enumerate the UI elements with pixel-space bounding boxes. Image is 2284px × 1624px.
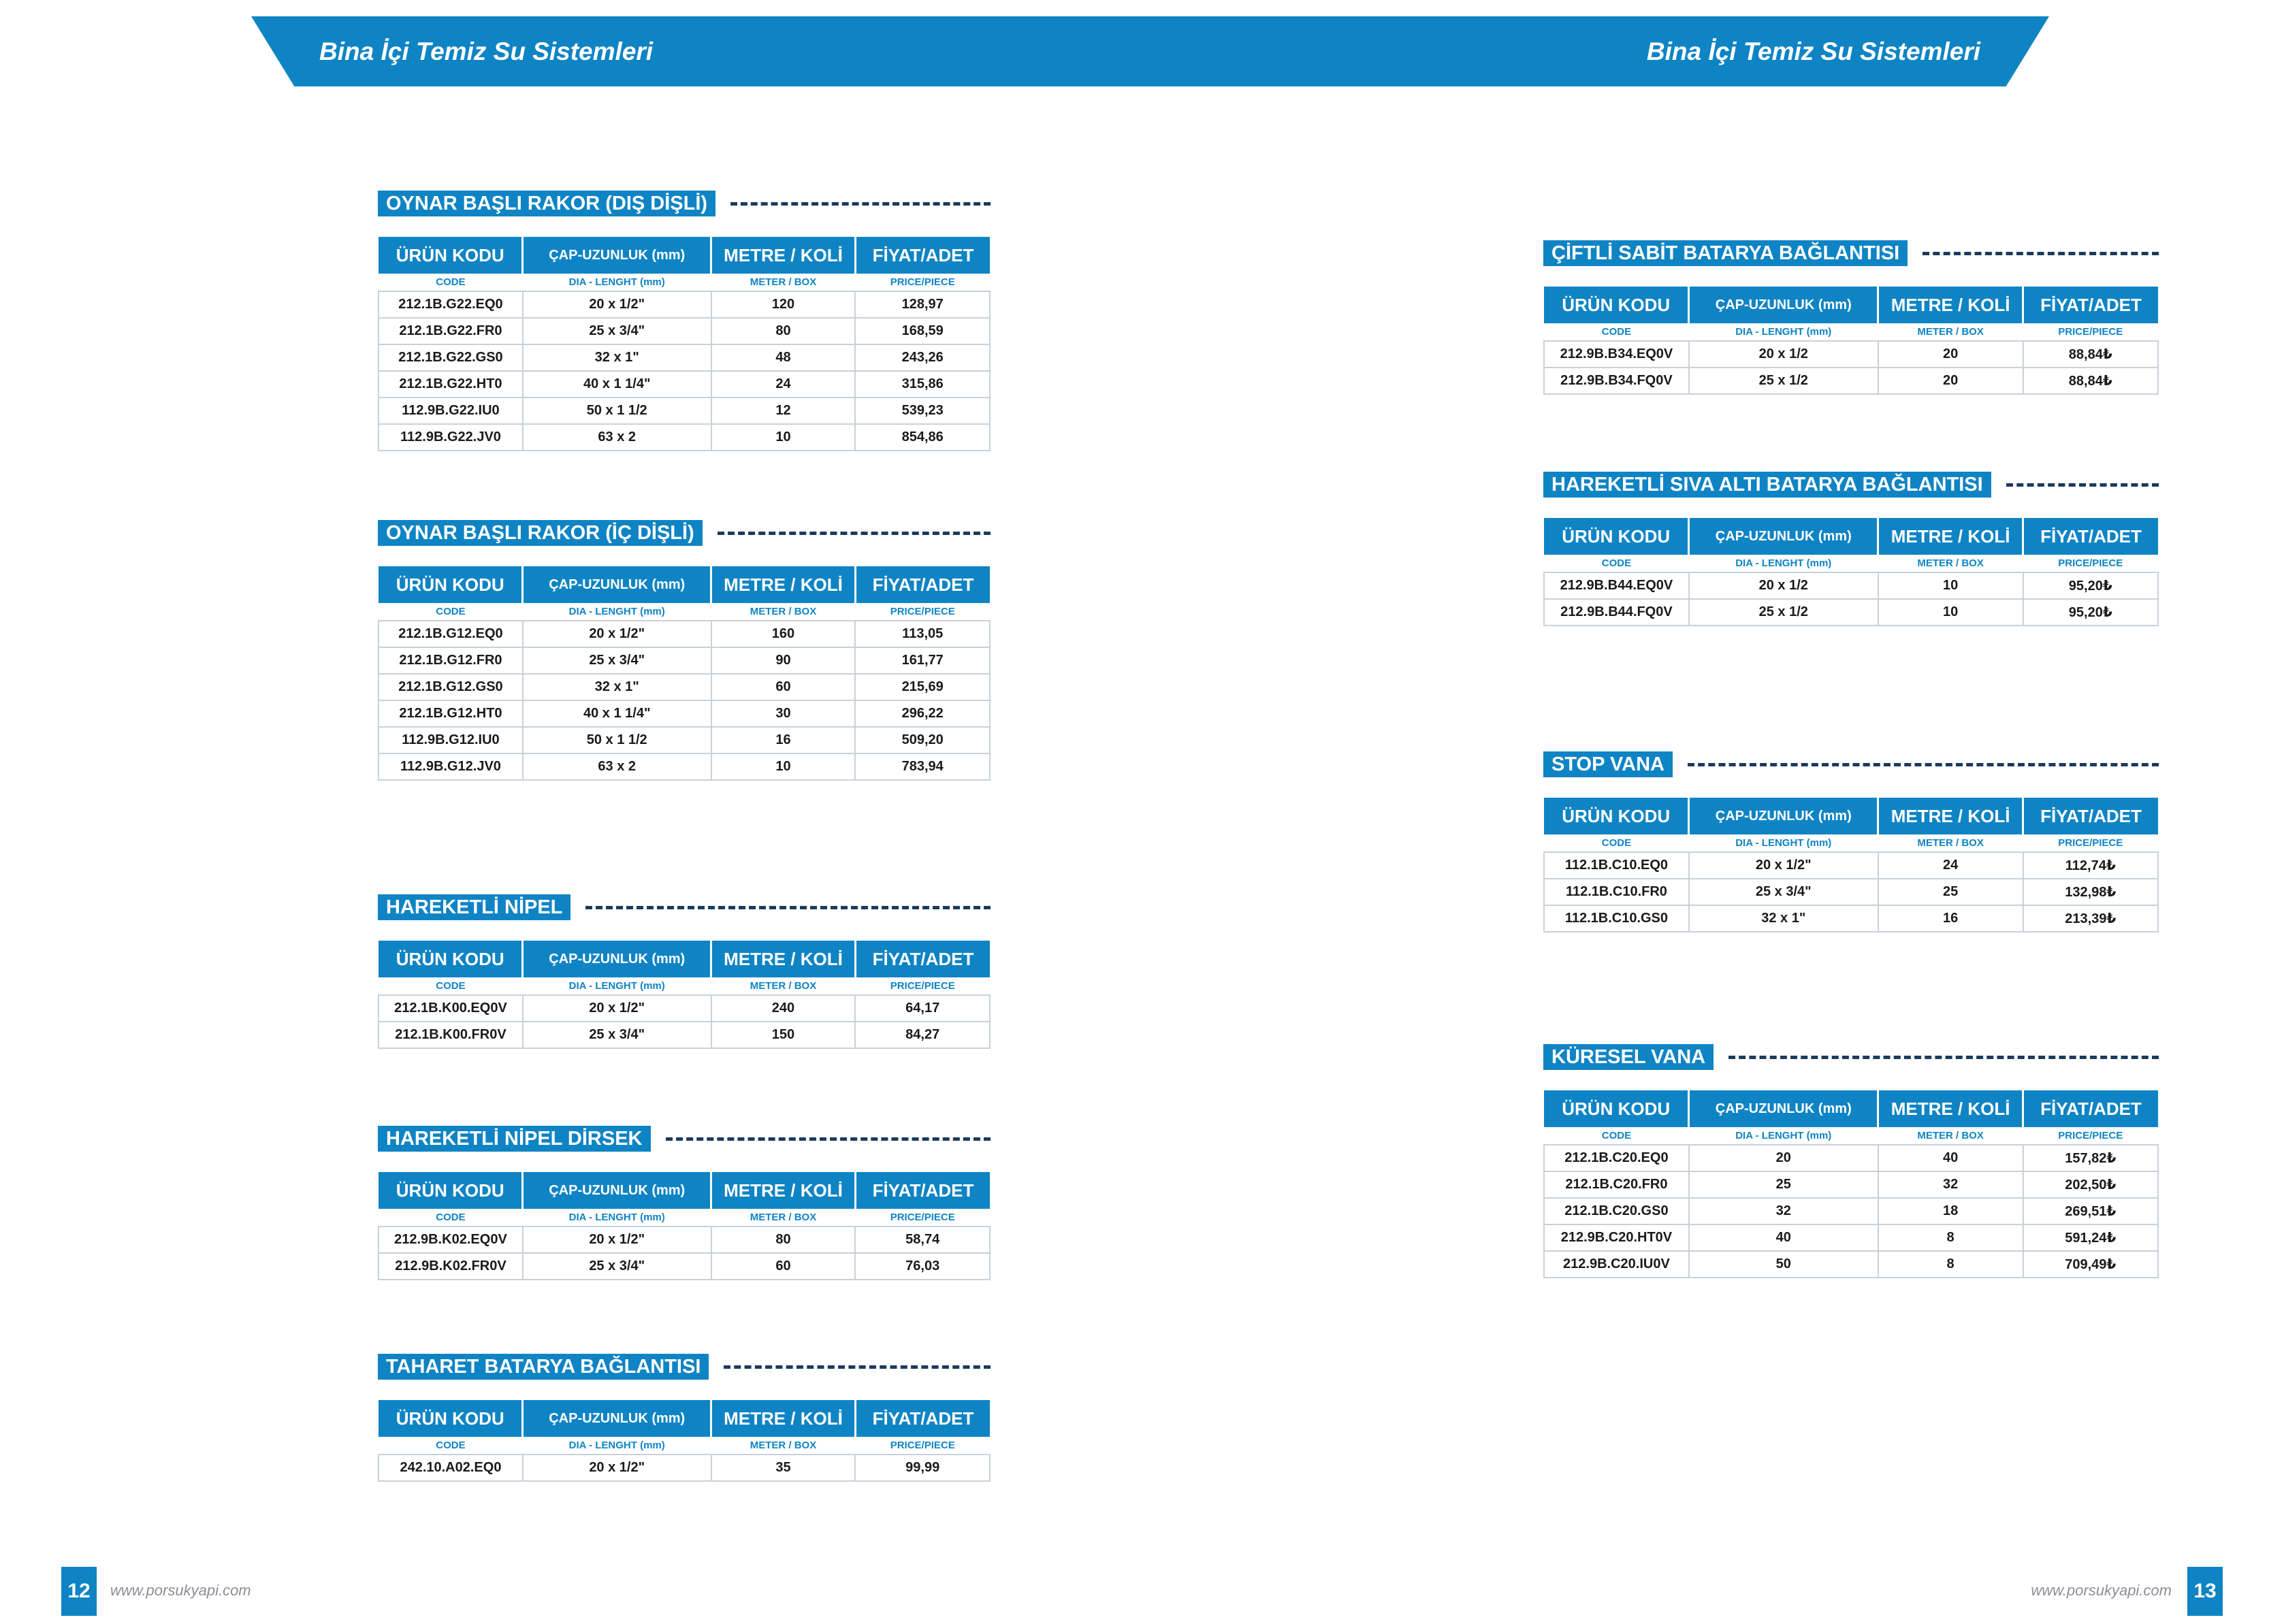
section-divider xyxy=(1728,1056,2159,1059)
subheader-code: CODE xyxy=(379,274,523,291)
header-code: ÜRÜN KODU xyxy=(1544,798,1689,834)
product-section xyxy=(378,520,991,781)
header-code: ÜRÜN KODU xyxy=(379,566,523,603)
section-divider xyxy=(666,1137,991,1141)
section-title-row xyxy=(378,894,991,920)
table-row xyxy=(379,700,990,727)
table-row xyxy=(379,621,990,647)
dimension: 25 x 3/4" xyxy=(523,1022,711,1048)
dimension: 20 x 1/2" xyxy=(523,621,711,647)
box-quantity: 8 xyxy=(1878,1251,2023,1278)
product-code: 212.1B.C20.FR0 xyxy=(1544,1171,1689,1198)
header-dia: ÇAP-UZUNLUK (mm) xyxy=(1689,798,1878,834)
product-code: 212.1B.G22.HT0 xyxy=(379,371,523,397)
section-divider xyxy=(585,906,991,909)
price-table xyxy=(378,237,991,451)
dimension: 20 x 1/2" xyxy=(1689,852,1878,879)
unit-price: 296,22 xyxy=(855,700,990,727)
product-section xyxy=(378,191,991,451)
box-quantity: 80 xyxy=(711,318,856,344)
dimension: 25 xyxy=(1689,1171,1878,1198)
unit-price: 591,24₺ xyxy=(2023,1224,2158,1251)
table-row xyxy=(1544,905,2158,932)
product-code: 212.9B.K02.FR0V xyxy=(379,1253,523,1280)
product-code: 212.9B.B44.FQ0V xyxy=(1544,599,1689,626)
subheader-dia: DIA - LENGHT (mm) xyxy=(523,977,711,995)
unit-price: 95,20₺ xyxy=(2023,572,2158,599)
dimension: 40 xyxy=(1689,1224,1878,1251)
product-section xyxy=(378,1354,991,1482)
product-code: 112.9B.G22.IU0 xyxy=(379,397,523,424)
header-box: METRE / KOLİ xyxy=(711,237,856,274)
product-code: 212.9B.K02.EQ0V xyxy=(379,1227,523,1253)
box-quantity: 20 xyxy=(1878,341,2023,368)
product-code: 212.1B.K00.EQ0V xyxy=(379,995,523,1022)
dimension: 20 x 1/2" xyxy=(523,1455,711,1481)
table-row xyxy=(379,995,990,1022)
product-code: 212.9B.B34.EQ0V xyxy=(1544,341,1689,368)
table-row xyxy=(1544,341,2158,368)
section-title-row xyxy=(378,520,991,546)
dimension: 32 x 1" xyxy=(523,674,711,700)
subheader-box: METER / BOX xyxy=(711,1209,856,1227)
box-quantity: 10 xyxy=(1878,599,2023,626)
section-title-row xyxy=(1543,751,2159,777)
dimension: 20 xyxy=(1689,1145,1878,1171)
price-table xyxy=(378,1400,991,1482)
unit-price: 132,98₺ xyxy=(2023,879,2158,905)
header-title-right: Bina İçi Temiz Su Sistemleri xyxy=(1646,37,1980,65)
header-box: METRE / KOLİ xyxy=(711,1400,856,1437)
box-quantity: 30 xyxy=(711,700,856,727)
subheader-dia: DIA - LENGHT (mm) xyxy=(1689,555,1878,572)
price-table xyxy=(378,941,991,1049)
subheader-code: CODE xyxy=(1544,834,1689,852)
header-dia: ÇAP-UZUNLUK (mm) xyxy=(523,941,711,977)
page-number-right: 13 xyxy=(2187,1567,2223,1616)
subheader-dia: DIA - LENGHT (mm) xyxy=(1689,834,1878,852)
page-number-left: 12 xyxy=(61,1567,97,1616)
dimension: 25 x 3/4" xyxy=(1689,879,1878,905)
header-box: METRE / KOLİ xyxy=(1878,1090,2023,1127)
price-table xyxy=(378,566,991,781)
dimension: 20 x 1/2 xyxy=(1689,572,1878,599)
section-title: ÇİFTLİ SABİT BATARYA BAĞLANTISI xyxy=(1543,240,1908,266)
product-code: 212.1B.C20.EQ0 xyxy=(1544,1145,1689,1171)
section-title-row xyxy=(1543,240,2159,266)
header-code: ÜRÜN KODU xyxy=(379,941,523,977)
unit-price: 99,99 xyxy=(855,1455,990,1481)
product-code: 212.1B.G12.EQ0 xyxy=(379,621,523,647)
dimension: 20 x 1/2" xyxy=(523,1227,711,1253)
header-box: METRE / KOLİ xyxy=(711,941,856,977)
box-quantity: 120 xyxy=(711,291,856,318)
subheader-code: CODE xyxy=(1544,555,1689,572)
subheader-code: CODE xyxy=(379,603,523,621)
section-title-row xyxy=(378,1126,991,1152)
table-row xyxy=(1544,1198,2158,1224)
section-title: HAREKETLİ SIVA ALTI BATARYA BAĞLANTISI xyxy=(1543,472,1991,498)
header-price: FİYAT/ADET xyxy=(2023,287,2158,323)
product-section xyxy=(378,1126,991,1280)
product-code: 212.1B.G22.GS0 xyxy=(379,344,523,371)
header-price: FİYAT/ADET xyxy=(855,1172,990,1209)
unit-price: 161,77 xyxy=(855,647,990,674)
product-code: 212.9B.B34.FQ0V xyxy=(1544,368,1689,394)
unit-price: 113,05 xyxy=(855,621,990,647)
dimension: 20 x 1/2 xyxy=(1689,341,1878,368)
subheader-box: METER / BOX xyxy=(711,1437,856,1455)
dimension: 32 xyxy=(1689,1198,1878,1224)
header-price: FİYAT/ADET xyxy=(855,566,990,603)
table-row xyxy=(1544,1224,2158,1251)
subheader-box: METER / BOX xyxy=(1878,834,2023,852)
product-code: 212.9B.C20.HT0V xyxy=(1544,1224,1689,1251)
dimension: 63 x 2 xyxy=(523,424,711,451)
section-title-row xyxy=(1543,472,2159,498)
price-table xyxy=(1543,287,2159,395)
table-row xyxy=(379,674,990,700)
unit-price: 315,86 xyxy=(855,371,990,397)
product-code: 212.1B.G22.EQ0 xyxy=(379,291,523,318)
section-divider xyxy=(1923,252,2159,255)
section-divider xyxy=(1688,763,2159,766)
subheader-dia: DIA - LENGHT (mm) xyxy=(523,1209,711,1227)
section-title: STOP VANA xyxy=(1543,751,1673,777)
product-section xyxy=(1543,751,2159,932)
header-box: METRE / KOLİ xyxy=(1878,287,2023,323)
product-code: 212.9B.B44.EQ0V xyxy=(1544,572,1689,599)
table-row xyxy=(1544,599,2158,626)
header-dia: ÇAP-UZUNLUK (mm) xyxy=(523,1172,711,1209)
box-quantity: 35 xyxy=(711,1455,856,1481)
subheader-price: PRICE/PIECE xyxy=(855,603,990,621)
box-quantity: 90 xyxy=(711,647,856,674)
header-code: ÜRÜN KODU xyxy=(379,1172,523,1209)
box-quantity: 60 xyxy=(711,1253,856,1280)
table-row xyxy=(379,1022,990,1048)
unit-price: 269,51₺ xyxy=(2023,1198,2158,1224)
box-quantity: 24 xyxy=(711,371,856,397)
section-title-row xyxy=(378,1354,991,1380)
dimension: 50 x 1 1/2 xyxy=(523,397,711,424)
product-section xyxy=(1543,240,2159,395)
header-code: ÜRÜN KODU xyxy=(379,237,523,274)
subheader-code: CODE xyxy=(1544,323,1689,341)
section-divider xyxy=(2006,483,2159,487)
website-right: www.porsukyapi.com xyxy=(2031,1582,2172,1599)
header-box: METRE / KOLİ xyxy=(1878,798,2023,834)
section-title: HAREKETLİ NİPEL xyxy=(378,894,570,920)
header-box: METRE / KOLİ xyxy=(711,566,856,603)
header-dia: ÇAP-UZUNLUK (mm) xyxy=(523,566,711,603)
product-code: 212.1B.G12.HT0 xyxy=(379,700,523,727)
table-row xyxy=(1544,852,2158,879)
section-title: OYNAR BAŞLI RAKOR (İÇ DİŞLİ) xyxy=(378,520,703,546)
subheader-code: CODE xyxy=(379,1437,523,1455)
table-row xyxy=(1544,879,2158,905)
price-table xyxy=(1543,798,2159,932)
section-title: HAREKETLİ NİPEL DİRSEK xyxy=(378,1126,651,1152)
subheader-price: PRICE/PIECE xyxy=(2023,1127,2158,1145)
product-code: 112.9B.G12.IU0 xyxy=(379,727,523,753)
header-dia: ÇAP-UZUNLUK (mm) xyxy=(1689,1090,1878,1127)
header-dia: ÇAP-UZUNLUK (mm) xyxy=(1689,518,1878,555)
box-quantity: 12 xyxy=(711,397,856,424)
unit-price: 243,26 xyxy=(855,344,990,371)
unit-price: 157,82₺ xyxy=(2023,1145,2158,1171)
subheader-box: METER / BOX xyxy=(1878,1127,2023,1145)
product-code: 112.1B.C10.FR0 xyxy=(1544,879,1689,905)
unit-price: 88,84₺ xyxy=(2023,341,2158,368)
section-title-row xyxy=(1543,1044,2159,1070)
dimension: 25 x 1/2 xyxy=(1689,599,1878,626)
product-code: 212.1B.K00.FR0V xyxy=(379,1022,523,1048)
box-quantity: 18 xyxy=(1878,1198,2023,1224)
header-price: FİYAT/ADET xyxy=(2023,798,2158,834)
subheader-dia: DIA - LENGHT (mm) xyxy=(1689,323,1878,341)
subheader-price: PRICE/PIECE xyxy=(855,1437,990,1455)
box-quantity: 25 xyxy=(1878,879,2023,905)
unit-price: 95,20₺ xyxy=(2023,599,2158,626)
product-code: 112.9B.G12.JV0 xyxy=(379,753,523,780)
subheader-code: CODE xyxy=(379,1209,523,1227)
unit-price: 128,97 xyxy=(855,291,990,318)
header-price: FİYAT/ADET xyxy=(855,941,990,977)
table-row xyxy=(379,291,990,318)
price-table xyxy=(1543,518,2159,626)
price-table xyxy=(1543,1090,2159,1278)
section-title-row xyxy=(378,191,991,216)
box-quantity: 150 xyxy=(711,1022,856,1048)
table-row xyxy=(379,371,990,397)
product-code: 112.9B.G22.JV0 xyxy=(379,424,523,451)
subheader-code: CODE xyxy=(379,977,523,995)
unit-price: 76,03 xyxy=(855,1253,990,1280)
header-box: METRE / KOLİ xyxy=(711,1172,856,1209)
product-code: 112.1B.C10.GS0 xyxy=(1544,905,1689,932)
dimension: 40 x 1 1/4" xyxy=(523,371,711,397)
box-quantity: 8 xyxy=(1878,1224,2023,1251)
table-row xyxy=(1544,1145,2158,1171)
dimension: 32 x 1" xyxy=(1689,905,1878,932)
section-divider xyxy=(718,532,991,535)
box-quantity: 60 xyxy=(711,674,856,700)
dimension: 25 x 3/4" xyxy=(523,318,711,344)
product-code: 212.1B.C20.GS0 xyxy=(1544,1198,1689,1224)
table-row xyxy=(379,318,990,344)
dimension: 50 x 1 1/2 xyxy=(523,727,711,753)
header-code: ÜRÜN KODU xyxy=(1544,287,1689,323)
subheader-price: PRICE/PIECE xyxy=(2023,323,2158,341)
subheader-box: METER / BOX xyxy=(711,274,856,291)
header-price: FİYAT/ADET xyxy=(855,1400,990,1437)
table-row xyxy=(379,397,990,424)
table-row xyxy=(1544,572,2158,599)
box-quantity: 16 xyxy=(711,727,856,753)
header-price: FİYAT/ADET xyxy=(2023,1090,2158,1127)
unit-price: 58,74 xyxy=(855,1227,990,1253)
subheader-box: METER / BOX xyxy=(711,603,856,621)
unit-price: 509,20 xyxy=(855,727,990,753)
table-row xyxy=(1544,368,2158,394)
table-row xyxy=(379,753,990,780)
unit-price: 88,84₺ xyxy=(2023,368,2158,394)
dimension: 50 xyxy=(1689,1251,1878,1278)
dimension: 20 x 1/2" xyxy=(523,995,711,1022)
box-quantity: 16 xyxy=(1878,905,2023,932)
unit-price: 112,74₺ xyxy=(2023,852,2158,879)
dimension: 25 x 3/4" xyxy=(523,647,711,674)
unit-price: 202,50₺ xyxy=(2023,1171,2158,1198)
header-code: ÜRÜN KODU xyxy=(379,1400,523,1437)
box-quantity: 240 xyxy=(711,995,856,1022)
header-box: METRE / KOLİ xyxy=(1878,518,2023,555)
box-quantity: 10 xyxy=(1878,572,2023,599)
table-row xyxy=(1544,1171,2158,1198)
unit-price: 84,27 xyxy=(855,1022,990,1048)
website-left: www.porsukyapi.com xyxy=(110,1582,251,1599)
subheader-box: METER / BOX xyxy=(1878,323,2023,341)
dimension: 25 x 1/2 xyxy=(1689,368,1878,394)
subheader-box: METER / BOX xyxy=(711,977,856,995)
unit-price: 215,69 xyxy=(855,674,990,700)
header-price: FİYAT/ADET xyxy=(855,237,990,274)
table-row xyxy=(379,647,990,674)
box-quantity: 10 xyxy=(711,424,856,451)
product-code: 212.1B.G22.FR0 xyxy=(379,318,523,344)
box-quantity: 24 xyxy=(1878,852,2023,879)
unit-price: 783,94 xyxy=(855,753,990,780)
section-title: KÜRESEL VANA xyxy=(1543,1044,1714,1070)
subheader-price: PRICE/PIECE xyxy=(855,977,990,995)
table-row xyxy=(379,424,990,451)
product-code: 212.1B.G12.GS0 xyxy=(379,674,523,700)
table-row xyxy=(379,1253,990,1280)
box-quantity: 80 xyxy=(711,1227,856,1253)
product-section xyxy=(378,894,991,1049)
unit-price: 64,17 xyxy=(855,995,990,1022)
unit-price: 709,49₺ xyxy=(2023,1251,2158,1278)
section-divider xyxy=(730,202,991,206)
product-code: 212.9B.C20.IU0V xyxy=(1544,1251,1689,1278)
box-quantity: 40 xyxy=(1878,1145,2023,1171)
dimension: 63 x 2 xyxy=(523,753,711,780)
dimension: 32 x 1" xyxy=(523,344,711,371)
unit-price: 854,86 xyxy=(855,424,990,451)
box-quantity: 10 xyxy=(711,753,856,780)
table-row xyxy=(379,727,990,753)
header-title-left: Bina İçi Temiz Su Sistemleri xyxy=(319,37,654,65)
section-title: OYNAR BAŞLI RAKOR (DIŞ DİŞLİ) xyxy=(378,191,715,216)
product-code: 212.1B.G12.FR0 xyxy=(379,647,523,674)
section-title: TAHARET BATARYA BAĞLANTISI xyxy=(378,1354,709,1380)
dimension: 40 x 1 1/4" xyxy=(523,700,711,727)
header-price: FİYAT/ADET xyxy=(2023,518,2158,555)
subheader-price: PRICE/PIECE xyxy=(2023,834,2158,852)
box-quantity: 160 xyxy=(711,621,856,647)
header-dia: ÇAP-UZUNLUK (mm) xyxy=(523,1400,711,1437)
subheader-code: CODE xyxy=(1544,1127,1689,1145)
subheader-dia: DIA - LENGHT (mm) xyxy=(523,603,711,621)
product-section xyxy=(1543,1044,2159,1278)
subheader-price: PRICE/PIECE xyxy=(855,274,990,291)
unit-price: 539,23 xyxy=(855,397,990,424)
table-row xyxy=(379,1455,990,1481)
product-code: 242.10.A02.EQ0 xyxy=(379,1455,523,1481)
header-dia: ÇAP-UZUNLUK (mm) xyxy=(1689,287,1878,323)
unit-price: 168,59 xyxy=(855,318,990,344)
table-row xyxy=(379,1227,990,1253)
section-divider xyxy=(724,1365,991,1369)
subheader-dia: DIA - LENGHT (mm) xyxy=(1689,1127,1878,1145)
table-row xyxy=(379,344,990,371)
dimension: 20 x 1/2" xyxy=(523,291,711,318)
unit-price: 213,39₺ xyxy=(2023,905,2158,932)
product-section xyxy=(1543,472,2159,626)
box-quantity: 20 xyxy=(1878,368,2023,394)
subheader-box: METER / BOX xyxy=(1878,555,2023,572)
box-quantity: 48 xyxy=(711,344,856,371)
dimension: 25 x 3/4" xyxy=(523,1253,711,1280)
price-table xyxy=(378,1172,991,1280)
product-code: 112.1B.C10.EQ0 xyxy=(1544,852,1689,879)
header-dia: ÇAP-UZUNLUK (mm) xyxy=(523,237,711,274)
table-row xyxy=(1544,1251,2158,1278)
box-quantity: 32 xyxy=(1878,1171,2023,1198)
header-code: ÜRÜN KODU xyxy=(1544,518,1689,555)
subheader-dia: DIA - LENGHT (mm) xyxy=(523,274,711,291)
subheader-price: PRICE/PIECE xyxy=(2023,555,2158,572)
header-code: ÜRÜN KODU xyxy=(1544,1090,1689,1127)
subheader-dia: DIA - LENGHT (mm) xyxy=(523,1437,711,1455)
subheader-price: PRICE/PIECE xyxy=(855,1209,990,1227)
